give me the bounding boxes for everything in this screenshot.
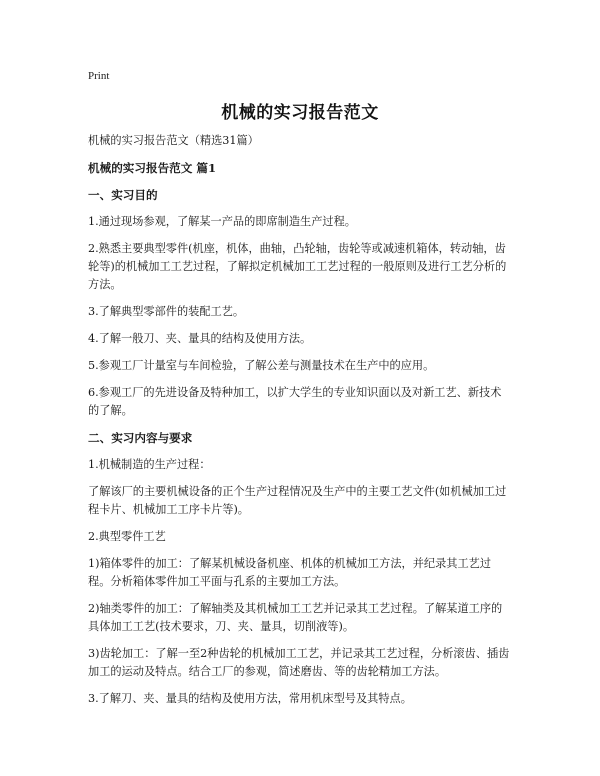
paragraph: 1)箱体零件的加工：了解某机械设备机座、机体的机械加工方法，并纪录其工艺过程。分析箱体零件加工平面与孔系的主要加工方法。 [88, 557, 492, 588]
paragraph: 6.参观工厂的先进设备及特种加工，以扩大学生的专业知识面以及对新工艺、新技术的了解。 [88, 386, 502, 417]
paragraph: 3.了解典型零部件的装配工艺。 [88, 305, 245, 318]
paragraph: 5.参观工厂计量室与车间检验，了解公差与测量技术在生产中的应用。 [88, 359, 435, 372]
paragraph: 1.机械制造的生产过程： [88, 458, 211, 471]
paragraph: 2)轴类零件的加工：了解轴类及其机械加工工艺并记录其工艺过程。了解某道工序的具体加工工艺(技术要求，刀、夹、量具，切削液等)。 [88, 602, 503, 633]
paragraph: 3)齿轮加工：了解一至2种齿轮的机械加工工艺，并记录其工艺过程，分析滚齿、插齿加工的运动及特点。结合工厂的参观，简述磨齿、等的齿轮精加工方法。 [88, 647, 510, 678]
section-title: 机械的实习报告范文 篇1 [88, 161, 217, 175]
paragraph: 3.了解刀、夹、量具的结构及使用方法，常用机床型号及其特点。 [88, 692, 412, 705]
heading-content: 二、实习内容与要求 [88, 431, 193, 445]
page-title: 机械的实习报告范文 [221, 103, 379, 123]
document-body [88, 132, 512, 717]
paragraph: 了解该厂的主要机械设备的正个生产过程情况及生产中的主要工艺文件(如机械加工过程卡片、机械加工工序卡片等)。 [88, 485, 507, 516]
heading-objectives: 一、实习目的 [88, 188, 158, 202]
paragraph: 4.了解一般刀、夹、量具的结构及使用方法。 [88, 332, 312, 345]
paragraph: 2.典型零件工艺 [88, 530, 166, 543]
paragraph: 1.通过现场参观，了解某一产品的即席制造生产过程。 [88, 215, 356, 228]
paragraph: 2.熟悉主要典型零件(机座，机体，曲轴，凸轮轴，齿轮等或减速机箱体，转动轴，齿轮等)的机械加工工艺过程，了解拟定机械加工工艺过程的一般原则及进行工艺分析的方法。 [88, 242, 507, 291]
document-subtitle: 机械的实习报告范文（精选31篇） [88, 134, 259, 147]
print-link[interactable]: Print [88, 70, 110, 82]
